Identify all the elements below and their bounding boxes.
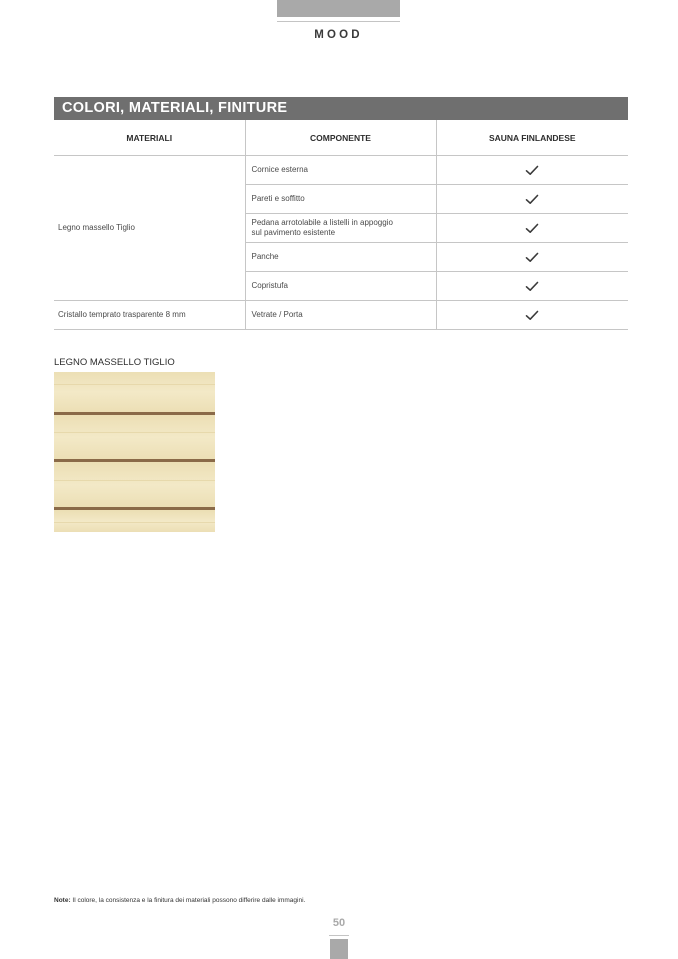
bottom-decorative-bar xyxy=(330,939,348,959)
swatch-plank xyxy=(54,416,215,459)
component-cell: Copristufa xyxy=(245,272,436,301)
component-line-1: Pedana arrotolabile a listelli in appoggio xyxy=(251,218,393,227)
component-cell xyxy=(245,214,436,243)
section-title: COLORI, MATERIALI, FINITURE xyxy=(54,97,628,120)
component-cell: Panche xyxy=(245,243,436,272)
check-cell xyxy=(436,272,628,301)
swatch-grain xyxy=(54,480,215,481)
materials-table xyxy=(54,120,628,330)
note-text: Il colore, la consistenza e la finitura dei materiali possono differire dalle immagini. xyxy=(70,897,306,904)
swatch-groove xyxy=(54,507,215,510)
component-line-2: sul pavimento esistente xyxy=(251,228,336,237)
wood-swatch-image xyxy=(54,372,215,532)
check-cell xyxy=(436,243,628,272)
checkmark-icon xyxy=(437,281,629,292)
table-row xyxy=(54,301,628,330)
check-cell xyxy=(436,214,628,243)
swatch-groove xyxy=(54,459,215,462)
swatch-grain xyxy=(54,432,215,433)
header-materiali: MATERIALI xyxy=(54,120,245,156)
component-cell: Cornice esterna xyxy=(245,156,436,185)
checkmark-icon xyxy=(437,165,629,176)
page-number: 50 xyxy=(332,917,346,929)
checkmark-icon xyxy=(437,252,629,263)
checkmark-icon xyxy=(437,223,629,234)
brand-title: MOOD xyxy=(314,29,363,41)
bottom-rule xyxy=(329,935,349,936)
footer-note xyxy=(54,897,305,904)
swatch-plank xyxy=(54,511,215,532)
swatch-title: LEGNO MASSELLO TIGLIO xyxy=(54,357,175,368)
checkmark-icon xyxy=(437,310,629,321)
component-cell: Pareti e soffitto xyxy=(245,185,436,214)
swatch-plank xyxy=(54,372,215,412)
swatch-grain xyxy=(54,522,215,523)
material-cell: Cristallo temprato trasparente 8 mm xyxy=(54,301,245,330)
component-cell: Vetrate / Porta xyxy=(245,301,436,330)
table-header-row xyxy=(54,120,628,156)
swatch-plank xyxy=(54,463,215,507)
top-rule xyxy=(277,21,400,22)
note-label: Note: xyxy=(54,897,71,904)
check-cell xyxy=(436,185,628,214)
top-decorative-bar xyxy=(277,0,400,17)
checkmark-icon xyxy=(437,194,629,205)
header-componente: COMPONENTE xyxy=(245,120,436,156)
check-cell xyxy=(436,156,628,185)
check-cell xyxy=(436,301,628,330)
material-cell: Legno massello Tiglio xyxy=(54,156,245,301)
swatch-groove xyxy=(54,412,215,415)
table-row xyxy=(54,156,628,185)
swatch-grain xyxy=(54,384,215,385)
header-sauna-finlandese: SAUNA FINLANDESE xyxy=(436,120,628,156)
